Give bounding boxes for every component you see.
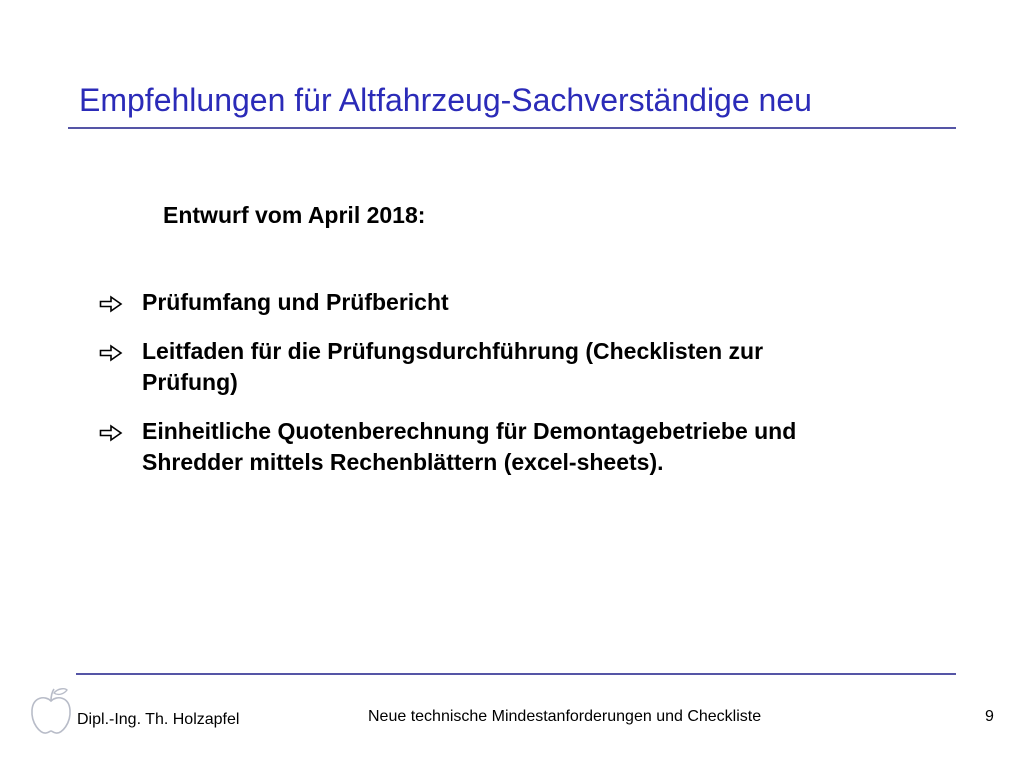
bullet-item bbox=[96, 287, 966, 318]
arrow-right-outline-icon bbox=[99, 295, 123, 313]
slide-title: Empfehlungen für Altfahrzeug-Sachverständige neu bbox=[79, 82, 812, 118]
footer-topic: Neue technische Mindestanforderungen und Checkliste bbox=[368, 708, 762, 725]
bullet-text-line: Prüfumfang und Prüfbericht bbox=[142, 289, 449, 315]
bullet-text-line: Einheitliche Quotenberechnung für Demontagebetriebe und bbox=[142, 418, 797, 444]
arrow-right-outline-icon bbox=[99, 344, 123, 362]
bullet-text-line: Shredder mittels Rechenblättern (excel-sheets). bbox=[142, 449, 664, 475]
page-number: 9 bbox=[985, 708, 994, 725]
apple-outline-icon bbox=[27, 685, 75, 737]
bullet-text-line: Prüfung) bbox=[142, 369, 238, 395]
footer-author: Dipl.-Ing. Th. Holzapfel bbox=[77, 711, 240, 728]
arrow-right-outline-icon bbox=[99, 424, 123, 442]
footer-divider bbox=[76, 673, 956, 675]
bullet-item bbox=[96, 336, 966, 398]
bullet-text-line: Leitfaden für die Prüfungsdurchführung (Checklisten zur bbox=[142, 338, 764, 364]
bullet-item bbox=[96, 416, 966, 478]
slide-subheading: Entwurf vom April 2018: bbox=[163, 202, 426, 228]
title-divider bbox=[68, 127, 956, 129]
bullet-list bbox=[96, 287, 966, 496]
